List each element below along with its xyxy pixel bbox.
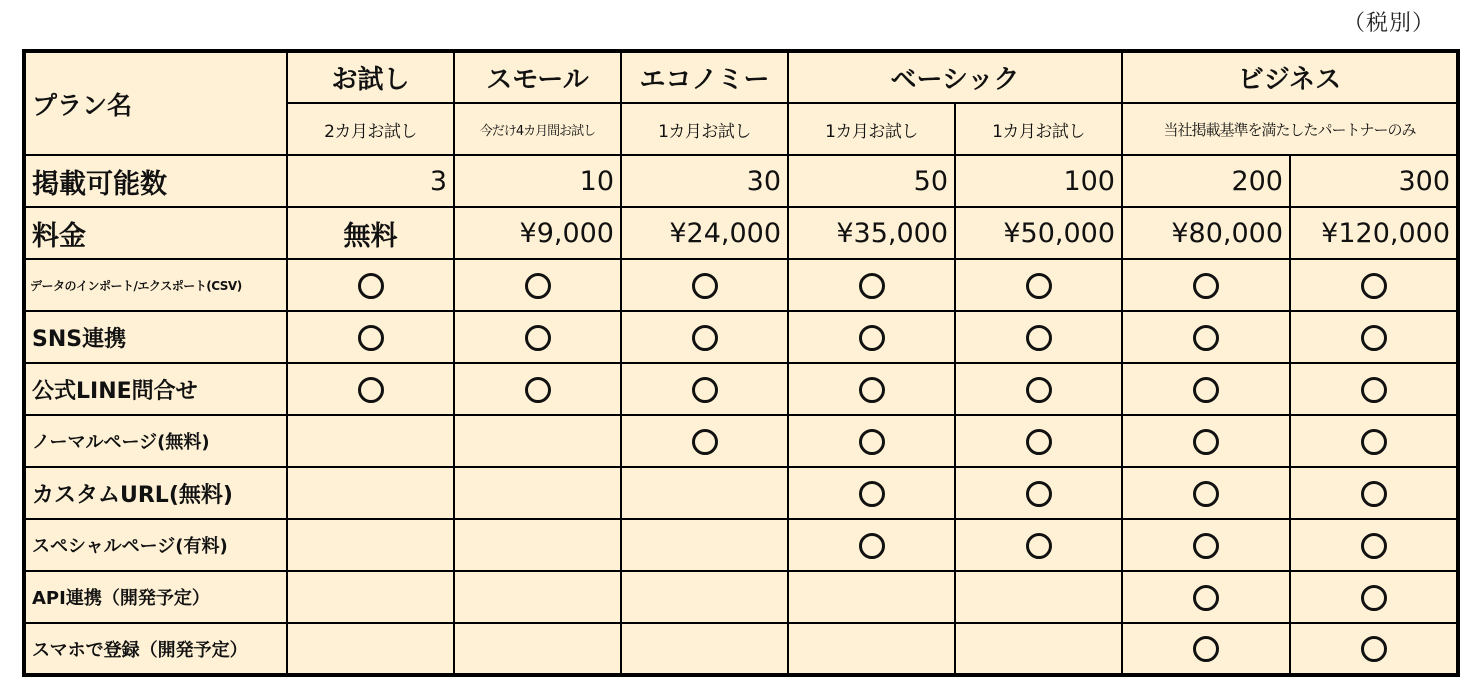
feature-availability-cell bbox=[955, 519, 1122, 571]
feature-availability-cell bbox=[621, 467, 788, 519]
feature-label: スマホで登録（開発予定） bbox=[24, 623, 287, 675]
circle-icon bbox=[1026, 377, 1052, 403]
feature-row bbox=[24, 467, 1458, 519]
feature-availability-cell bbox=[287, 467, 454, 519]
circle-icon bbox=[1361, 636, 1387, 662]
feature-availability-cell bbox=[955, 623, 1122, 675]
circle-icon bbox=[1026, 533, 1052, 559]
circle-icon bbox=[1026, 429, 1052, 455]
feature-availability-cell bbox=[1290, 571, 1458, 623]
feature-availability-cell bbox=[1290, 415, 1458, 467]
circle-icon bbox=[1361, 481, 1387, 507]
price-value: ¥35,000 bbox=[788, 207, 955, 259]
circle-icon bbox=[525, 325, 551, 351]
circle-icon bbox=[859, 533, 885, 559]
circle-icon bbox=[1361, 585, 1387, 611]
feature-availability-cell bbox=[1290, 311, 1458, 363]
circle-icon bbox=[1193, 533, 1219, 559]
feature-row bbox=[24, 571, 1458, 623]
price-value: ¥50,000 bbox=[955, 207, 1122, 259]
feature-row bbox=[24, 311, 1458, 363]
tax-note: （税別） bbox=[1342, 11, 1435, 36]
feature-availability-cell bbox=[955, 415, 1122, 467]
feature-availability-cell bbox=[788, 519, 955, 571]
feature-label: ノーマルページ(無料) bbox=[24, 415, 287, 467]
price-label: 料金 bbox=[24, 207, 287, 259]
feature-label: スペシャルページ(有料) bbox=[24, 519, 287, 571]
feature-availability-cell bbox=[955, 467, 1122, 519]
plan-sub-basic-2: 1カ月お試し bbox=[955, 103, 1122, 155]
feature-availability-cell bbox=[788, 415, 955, 467]
feature-availability-cell bbox=[1122, 363, 1290, 415]
circle-icon bbox=[692, 325, 718, 351]
feature-availability-cell bbox=[454, 519, 621, 571]
feature-availability-cell bbox=[788, 571, 955, 623]
feature-row bbox=[24, 415, 1458, 467]
price-value: ¥24,000 bbox=[621, 207, 788, 259]
circle-icon bbox=[859, 273, 885, 299]
plan-name-small: スモール bbox=[454, 51, 621, 103]
listings-label: 掲載可能数 bbox=[24, 155, 287, 207]
circle-icon bbox=[692, 273, 718, 299]
circle-icon bbox=[1361, 533, 1387, 559]
listings-value: 3 bbox=[287, 155, 454, 207]
feature-availability-cell bbox=[454, 311, 621, 363]
circle-icon bbox=[692, 377, 718, 403]
circle-icon bbox=[1361, 429, 1387, 455]
feature-availability-cell bbox=[287, 571, 454, 623]
plan-sub-small: 今だけ4カ月間お試し bbox=[454, 103, 621, 155]
feature-availability-cell bbox=[1122, 311, 1290, 363]
listings-value: 50 bbox=[788, 155, 955, 207]
feature-availability-cell bbox=[454, 363, 621, 415]
plan-sub-economy: 1カ月お試し bbox=[621, 103, 788, 155]
listings-value: 300 bbox=[1290, 155, 1458, 207]
circle-icon bbox=[1026, 273, 1052, 299]
feature-availability-cell bbox=[1290, 519, 1458, 571]
feature-label: データのインポート/エクスポート(CSV) bbox=[24, 259, 287, 311]
feature-label: 公式LINE問合せ bbox=[24, 363, 287, 415]
circle-icon bbox=[1361, 377, 1387, 403]
feature-availability-cell bbox=[1290, 259, 1458, 311]
feature-row bbox=[24, 259, 1458, 311]
circle-icon bbox=[859, 429, 885, 455]
feature-availability-cell bbox=[621, 415, 788, 467]
circle-icon bbox=[1361, 325, 1387, 351]
feature-availability-cell bbox=[287, 311, 454, 363]
feature-row bbox=[24, 363, 1458, 415]
feature-availability-cell bbox=[1290, 363, 1458, 415]
feature-availability-cell bbox=[287, 363, 454, 415]
feature-availability-cell bbox=[1122, 467, 1290, 519]
feature-availability-cell bbox=[454, 467, 621, 519]
plan-name-trial: お試し bbox=[287, 51, 454, 103]
feature-availability-cell bbox=[1290, 623, 1458, 675]
feature-availability-cell bbox=[788, 623, 955, 675]
circle-icon bbox=[1193, 325, 1219, 351]
feature-availability-cell bbox=[621, 311, 788, 363]
plan-comparison-table bbox=[22, 49, 1460, 677]
price-value: ¥80,000 bbox=[1122, 207, 1290, 259]
circle-icon bbox=[1193, 585, 1219, 611]
feature-label: カスタムURL(無料) bbox=[24, 467, 287, 519]
listings-value: 10 bbox=[454, 155, 621, 207]
feature-availability-cell bbox=[621, 623, 788, 675]
feature-availability-cell bbox=[454, 259, 621, 311]
circle-icon bbox=[1193, 636, 1219, 662]
plan-sub-trial: 2カ月お試し bbox=[287, 103, 454, 155]
circle-icon bbox=[358, 377, 384, 403]
listings-value: 100 bbox=[955, 155, 1122, 207]
circle-icon bbox=[859, 325, 885, 351]
listings-value: 30 bbox=[621, 155, 788, 207]
price-row bbox=[24, 207, 1458, 259]
feature-availability-cell bbox=[955, 259, 1122, 311]
plan-name-economy: エコノミー bbox=[621, 51, 788, 103]
plan-sub-business: 当社掲載基準を満たしたパートナーのみ bbox=[1122, 103, 1458, 155]
listings-row bbox=[24, 155, 1458, 207]
feature-row bbox=[24, 519, 1458, 571]
circle-icon bbox=[1193, 273, 1219, 299]
feature-row bbox=[24, 623, 1458, 675]
feature-label: API連携（開発予定） bbox=[24, 571, 287, 623]
price-value: ¥9,000 bbox=[454, 207, 621, 259]
feature-availability-cell bbox=[1122, 415, 1290, 467]
feature-availability-cell bbox=[621, 363, 788, 415]
circle-icon bbox=[525, 377, 551, 403]
feature-availability-cell bbox=[788, 259, 955, 311]
circle-icon bbox=[1026, 481, 1052, 507]
feature-availability-cell bbox=[955, 311, 1122, 363]
feature-availability-cell bbox=[454, 571, 621, 623]
feature-availability-cell bbox=[788, 311, 955, 363]
feature-availability-cell bbox=[287, 623, 454, 675]
circle-icon bbox=[1193, 377, 1219, 403]
feature-label: SNS連携 bbox=[24, 311, 287, 363]
feature-availability-cell bbox=[287, 415, 454, 467]
circle-icon bbox=[1026, 325, 1052, 351]
feature-availability-cell bbox=[1122, 571, 1290, 623]
feature-availability-cell bbox=[287, 519, 454, 571]
feature-availability-cell bbox=[621, 519, 788, 571]
plan-name-business: ビジネス bbox=[1122, 51, 1458, 103]
feature-availability-cell bbox=[621, 571, 788, 623]
circle-icon bbox=[1193, 429, 1219, 455]
feature-availability-cell bbox=[1122, 259, 1290, 311]
circle-icon bbox=[1361, 273, 1387, 299]
circle-icon bbox=[859, 481, 885, 507]
feature-availability-cell bbox=[788, 363, 955, 415]
feature-availability-cell bbox=[1122, 623, 1290, 675]
circle-icon bbox=[358, 273, 384, 299]
feature-availability-cell bbox=[1122, 519, 1290, 571]
price-value: 無料 bbox=[287, 207, 454, 259]
price-value: ¥120,000 bbox=[1290, 207, 1458, 259]
plan-name-basic: ベーシック bbox=[788, 51, 1122, 103]
plan-sub-basic-1: 1カ月お試し bbox=[788, 103, 955, 155]
feature-availability-cell bbox=[1290, 467, 1458, 519]
plan-label: プラン名 bbox=[24, 51, 287, 155]
circle-icon bbox=[525, 273, 551, 299]
listings-value: 200 bbox=[1122, 155, 1290, 207]
feature-availability-cell bbox=[955, 363, 1122, 415]
feature-rows bbox=[24, 259, 1458, 675]
circle-icon bbox=[859, 377, 885, 403]
circle-icon bbox=[1193, 481, 1219, 507]
feature-availability-cell bbox=[454, 415, 621, 467]
feature-availability-cell bbox=[955, 571, 1122, 623]
feature-availability-cell bbox=[287, 259, 454, 311]
circle-icon bbox=[692, 429, 718, 455]
circle-icon bbox=[358, 325, 384, 351]
feature-availability-cell bbox=[788, 467, 955, 519]
plan-name-row bbox=[24, 51, 1458, 103]
feature-availability-cell bbox=[621, 259, 788, 311]
feature-availability-cell bbox=[454, 623, 621, 675]
